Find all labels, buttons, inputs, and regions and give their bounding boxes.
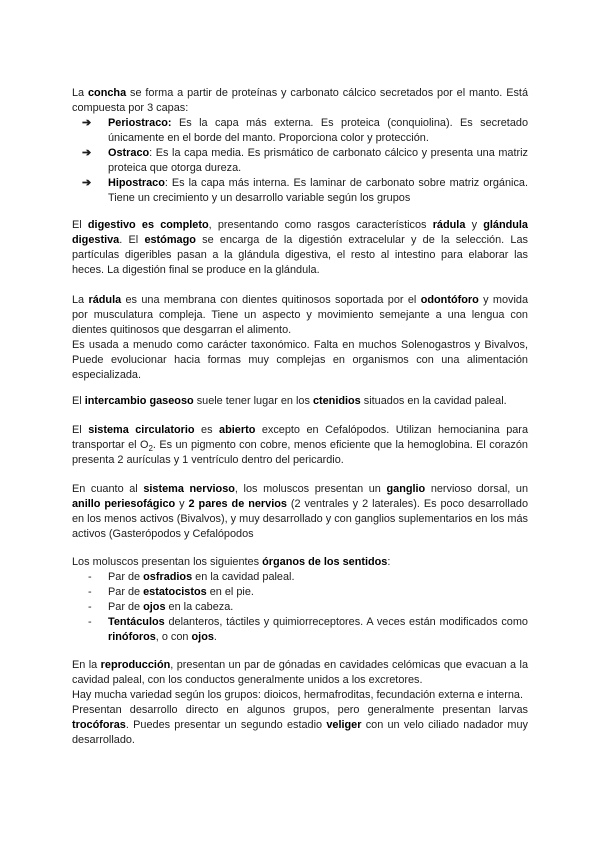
radula-paragraph: La rádula es una membrana con dientes quitinosos soportada por el odontóforo y movida por musculatura compleja. Tiene un aspecto y movimiento semejante a una lengua con dientes quitinosos que desgarran el alimento. Es usada a menudo como carácter taxonómico. Falta en muchos Solenogastros y Bivalvos, Puede evolucionar hacia formas muy complejas en organismos con una alimentación especializada. <box>72 294 529 381</box>
concha-section <box>72 86 528 206</box>
dash-icon: - <box>88 601 92 613</box>
dash-icon: - <box>88 586 92 598</box>
concha-layers-list <box>72 116 528 206</box>
term-concha: concha <box>88 87 127 99</box>
concha-intro: La concha se forma a partir de proteínas y carbonato cálcico secretados por el manto. Está compuesta por 3 capas: <box>72 87 528 114</box>
dash-icon: - <box>88 571 92 583</box>
digestivo-paragraph: El digestivo es completo, presentando como rasgos característicos rádula y glándula digestiva. El estómago se encarga de la digestión extracelular y de la selección. Las partículas digeribles pasan a la glándula digestiva, el resto al intestino para elaborar las heces. La digestión final se produce en la glándula. <box>72 219 528 276</box>
intercambio-paragraph: El intercambio gaseoso suele tener lugar en los ctenidios situados en la cavidad paleal. <box>72 395 507 407</box>
dash-icon: - <box>88 616 92 628</box>
list-item: - Par de estatocistos en el pie. <box>88 586 254 598</box>
list-item: ➔ Hipostraco: Es la capa más interna. Es laminar de carbonato sobre matriz orgánica. Tiene un crecimiento y un desarrollo variable según los grupos <box>82 177 528 204</box>
arrow-icon: ➔ <box>82 117 92 129</box>
sentidos-list <box>72 570 528 645</box>
list-item: - Tentáculos delanteros, táctiles y quimiorreceptores. A veces están modificados como rinóforos, o con ojos. <box>88 616 528 643</box>
list-item: - Par de osfradios en la cavidad paleal. <box>88 571 295 583</box>
nervioso-paragraph: En cuanto al sistema nervioso, los moluscos presentan un ganglio nervioso dorsal, un anillo periesofágico y 2 pares de nervios (2 ventrales y 2 laterales). Es poco desarrollado en los menos activos (Bivalvos), y muy desarrollado y con ganglios suplementarios en los más activos (Gasterópodos y Cefalópodos <box>72 483 529 540</box>
list-item: - Par de ojos en la cabeza. <box>88 601 234 613</box>
sentidos-section: Los moluscos presentan los siguientes órganos de los sentidos: - Par de osfradios en la cavidad paleal. - Par de estatocistos en el pie. - Par de ojos en la cabeza. - Tentáculos delanteros, táctiles y quimiorreceptores. A veces están modificados como rinóforos, o con ojos. <box>72 556 528 643</box>
list-item: ➔ Periostraco: Es la capa más externa. Es proteica (conquiolina). Es secretado únicamente en el borde del manto. Proporciona color y protección. <box>82 117 528 144</box>
circulatorio-paragraph: El sistema circulatorio es abierto excepto en Cefalópodos. Utilizan hemocianina para transportar el $O_2$. Es un pigmento con cobre, menos eficiente que la hemoglobina. El corazón presenta 2 aurículas y 1 ventrículo dentro del pericardio. <box>72 424 528 466</box>
reproduccion-paragraph: En la reproducción, presentan un par de gónadas en cavidades celómicas que evacuan a la cavidad paleal, con los conductos generalmente unidos a los excretores. Hay mucha variedad según los grupos: dioicos, hermafroditas, fecundación externa e interna. Presentan desarrollo directo en algunos grupos, pero generalmente presentan larvas trocóforas. Puedes presentar un segundo estadio veliger con un velo ciliado nadador muy desarrollado. <box>72 659 528 746</box>
list-item: ➔ Ostraco: Es la capa media. Es prismático de carbonato cálcico y presenta una matriz proteica que otorga dureza. <box>82 147 528 174</box>
arrow-icon: ➔ <box>82 147 92 159</box>
arrow-icon: ➔ <box>82 177 92 189</box>
